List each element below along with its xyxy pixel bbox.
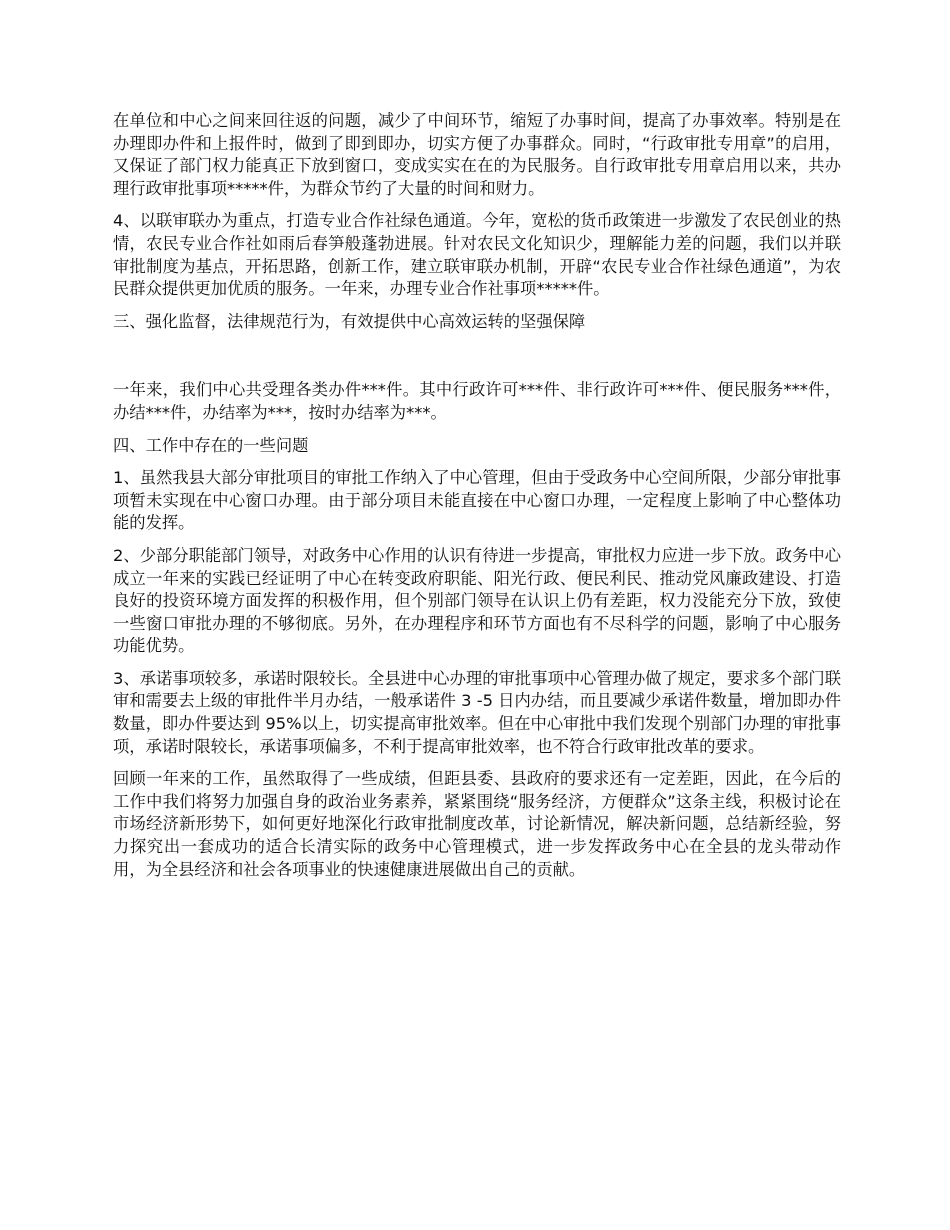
paragraph-conclusion: 回顾一年来的工作，虽然取得了一些成绩，但距县委、县政府的要求还有一定差距，因此，在今后的工作中我们将努力加强自身的政治业务素养，紧紧围绕“服务经济，方便群众”这条主线，积极讨论在市场经济新形势下，如何更好地深化行政审批制度改革，讨论新情况，解决新问题，总结新经验，努力探究出一套成功的适合长清实际的政务中心管理模式，进一步发挥政务中心在全县的龙头带动作用，为全县经济和社会各项事业的快速健康进展做出自己的贡献。: [113, 769, 841, 879]
paragraph-problem-1: 1、虽然我县大部分审批项目的审批工作纳入了中心管理，但由于受政务中心空间所限，少部分审批事项暂未实现在中心窗口办理。由于部分项目未能直接在中心窗口办理，一定程度上影响了中心整体功能的发挥。: [113, 468, 841, 533]
paragraph-annual-statistics: 一年来，我们中心共受理各类办件***件。其中行政许可***件、非行政许可***件、便民服务***件，办结***件，办结率为***，按时办结率为***。: [113, 380, 841, 422]
paragraph-problem-3: 3、承诺事项较多，承诺时限较长。全县进中心办理的审批事项中心管理办做了规定，要求多个部门联审和需要去上级的审批件半月办结，一般承诺件 3 -5 日内办结，而且要减少承诺件数量，增加即办件数量，即办件要达到 95%以上，切实提高审批效率。但在中心审批中我们发现个别部门办理的审批事项，承诺时限较长，承诺事项偏多，不利于提高审批效率，也不符合行政审批改革的要求。: [113, 668, 841, 756]
section-heading-problems: 四、工作中存在的一些问题: [113, 435, 309, 455]
paragraph-cooperative-green-channel: 4、以联审联办为重点，打造专业合作社绿色通道。今年，宽松的货币政策进一步激发了农民创业的热情，农民专业合作社如雨后春笋般蓬勃进展。针对农民文化知识少，理解能力差的问题，我们以并联审批制度为基点，开拓思路，创新工作，建立联审联办机制，开辟“农民专业合作社绿色通道”，为农民群众提供更加优质的服务。一年来，办理专业合作社事项*****件。: [113, 211, 841, 299]
document-page: [113, 110, 841, 891]
paragraph-approval-seal: 在单位和中心之间来回往返的问题，减少了中间环节，缩短了办事时间，提高了办事效率。特别是在办理即办件和上报件时，做到了即到即办，切实方便了办事群众。同时，“行政审批专用章”的启用，又保证了部门权力能真正下放到窗口，变成实实在在的为民服务。自行政审批专用章启用以来，共办理行政审批事项*****件，为群众节约了大量的时间和财力。: [113, 111, 841, 198]
paragraph-problem-2: 2、少部分职能部门领导，对政务中心作用的认识有待进一步提高，审批权力应进一步下放。政务中心成立一年来的实践已经证明了中心在转变政府职能、阳光行政、便民利民、推动党风廉政建设、打造良好的投资环境方面发挥的积极作用，但个别部门领导在认识上仍有差距，权力没能充分下放，致使一些窗口审批办理的不够彻底。另外，在办理程序和环节方面也有不尽科学的问题，影响了中心服务功能优势。: [113, 545, 841, 656]
blank-space: [113, 343, 841, 379]
section-heading-supervision: 三、强化监督，法律规范行为，有效提供中心高效运转的坚强保障: [113, 311, 586, 331]
